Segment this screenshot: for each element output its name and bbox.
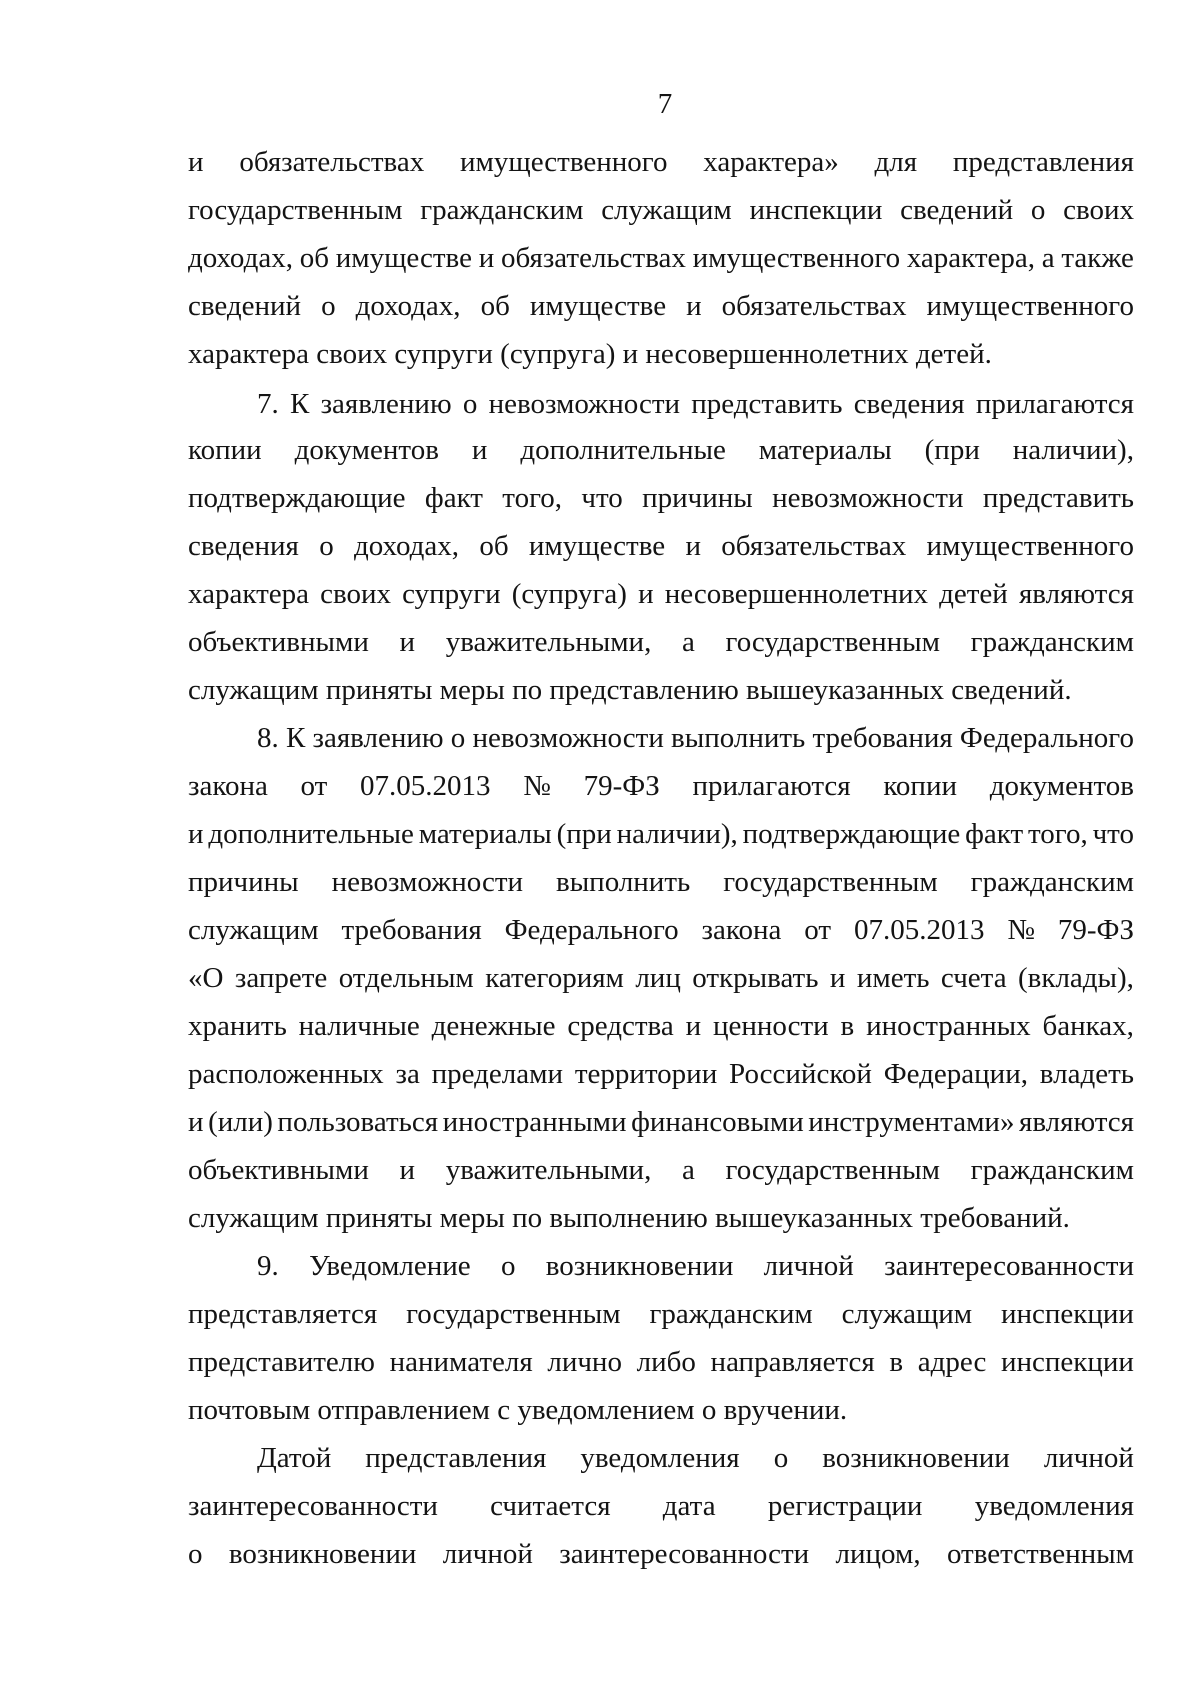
- word: 79-ФЗ: [583, 770, 660, 802]
- word: закона: [188, 770, 268, 802]
- word: личной: [442, 1538, 533, 1570]
- word: об: [479, 530, 509, 562]
- word: пределами: [431, 1058, 563, 1090]
- word: детей: [939, 578, 1008, 610]
- word: наличии),: [616, 818, 738, 850]
- text-line: [257, 382, 1134, 426]
- word: и: [829, 962, 846, 994]
- word: для: [874, 146, 918, 178]
- word: государственным: [723, 866, 938, 898]
- word: выполнить: [556, 866, 691, 898]
- word: гражданским: [970, 626, 1134, 658]
- word: материалы: [758, 434, 892, 466]
- word: гражданским: [970, 866, 1134, 898]
- text-line: [257, 716, 1134, 760]
- word: документов: [989, 770, 1134, 802]
- word: невозможности: [772, 482, 964, 514]
- word: заинтересованности: [884, 1250, 1134, 1282]
- word: а: [681, 1154, 695, 1186]
- text-line: [188, 1532, 1134, 1576]
- word: (при: [924, 434, 980, 466]
- word: об: [480, 290, 510, 322]
- word: К: [285, 722, 306, 754]
- word: о: [773, 1442, 789, 1474]
- word: представления: [365, 1442, 547, 1474]
- word: а: [681, 626, 695, 658]
- word: хранить: [188, 1010, 287, 1042]
- word: лицом,: [835, 1538, 921, 1570]
- word: и: [188, 818, 204, 850]
- word: расположенных: [188, 1058, 384, 1090]
- word: финансовыми: [631, 1106, 804, 1138]
- word: регистрации: [767, 1490, 923, 1522]
- word: возникновении: [228, 1538, 417, 1570]
- word: о: [450, 722, 466, 754]
- text-line: [188, 1052, 1134, 1096]
- word: 07.05.2013: [853, 914, 985, 946]
- word: доходах,: [188, 242, 293, 274]
- word: и: [478, 242, 495, 274]
- word: гражданским: [970, 1154, 1134, 1186]
- word: отдельным: [338, 962, 474, 994]
- text-line: [188, 428, 1134, 472]
- word: инспекции: [1001, 1298, 1134, 1330]
- word: объективными: [188, 1154, 369, 1186]
- word: гражданским: [420, 194, 584, 226]
- word: Федерации,: [883, 1058, 1028, 1090]
- word: лиц: [635, 962, 681, 994]
- word: являются: [1018, 1106, 1134, 1138]
- word: личной: [763, 1250, 854, 1282]
- text-line: [188, 812, 1134, 856]
- word: уважительными,: [445, 1154, 652, 1186]
- text-line: [188, 1100, 1134, 1144]
- text-line: [188, 236, 1134, 280]
- word: заинтересованности: [559, 1538, 810, 1570]
- word: характера»: [703, 146, 839, 178]
- word: уважительными,: [445, 626, 652, 658]
- word: средства: [567, 1010, 674, 1042]
- word: и: [471, 434, 488, 466]
- word: невозможности: [488, 388, 681, 420]
- word: имуществе: [529, 290, 667, 322]
- word: нанимателя: [389, 1346, 533, 1378]
- word: государственным: [725, 626, 941, 658]
- word: о: [319, 530, 334, 562]
- text-line: [188, 476, 1134, 520]
- word: и: [399, 626, 416, 658]
- word: Российской: [729, 1058, 872, 1090]
- word: служащим: [841, 1298, 973, 1330]
- word: а: [1041, 242, 1055, 274]
- text-line: [188, 860, 1134, 904]
- word: что: [581, 482, 623, 514]
- word: лично: [547, 1346, 622, 1378]
- word: наличии),: [1012, 434, 1134, 466]
- text-line: почтовым отправлением с уведомлением о вручении.: [188, 1394, 848, 1426]
- word: (при: [556, 818, 612, 850]
- word: имущественного: [460, 146, 668, 178]
- word: считается: [490, 1490, 611, 1522]
- text-line: характера своих супруги (супруга) и несовершеннолетних детей.: [188, 338, 992, 370]
- word: пользоваться: [277, 1106, 439, 1138]
- word: направляется: [710, 1346, 875, 1378]
- word: наличные: [298, 1010, 420, 1042]
- word: заинтересованности: [188, 1490, 438, 1522]
- word: того,: [502, 482, 563, 514]
- word: представляется: [188, 1298, 378, 1330]
- word: причины: [642, 482, 753, 514]
- text-line: [188, 188, 1134, 232]
- word: (супруга): [511, 578, 627, 610]
- word: государственным: [188, 194, 403, 226]
- word: имущественного: [692, 242, 901, 274]
- text-line: [188, 524, 1134, 568]
- word: обязательствах: [500, 242, 686, 274]
- word: ответственным: [946, 1538, 1134, 1570]
- word: уведомления: [974, 1490, 1134, 1522]
- word: о: [321, 290, 336, 322]
- word: иностранных: [866, 1010, 1031, 1042]
- word: обязательствах: [239, 146, 425, 178]
- text-line: [257, 1244, 1134, 1288]
- word: доходах,: [354, 530, 459, 562]
- word: возникновении: [822, 1442, 1010, 1474]
- word: банках,: [1042, 1010, 1134, 1042]
- word: Федерального: [959, 722, 1134, 754]
- word: несовершеннолетних: [664, 578, 929, 610]
- word: от: [300, 770, 328, 802]
- text-line: [188, 1484, 1134, 1528]
- word: характера,: [906, 242, 1036, 274]
- word: подтверждающие: [188, 482, 406, 514]
- text-line: [188, 140, 1134, 184]
- word: факт: [965, 818, 1024, 850]
- word: либо: [636, 1346, 696, 1378]
- word: инспекции: [1001, 1346, 1134, 1378]
- word: характера: [188, 578, 309, 610]
- word: Датой: [257, 1442, 332, 1474]
- word: прилагаются: [692, 770, 851, 802]
- word: факт: [424, 482, 483, 514]
- word: инструментами»: [808, 1106, 1015, 1138]
- word: и: [686, 290, 702, 322]
- word: счета: [940, 962, 1007, 994]
- word: служащим: [188, 914, 319, 946]
- word: представить: [982, 482, 1134, 514]
- word: 79-ФЗ: [1057, 914, 1134, 946]
- word: (вклады),: [1018, 962, 1134, 994]
- word: имуществе: [335, 242, 472, 274]
- word: владеть: [1039, 1058, 1134, 1090]
- word: государственным: [725, 1154, 941, 1186]
- word: возникновении: [545, 1250, 734, 1282]
- word: обязательствах: [721, 530, 907, 562]
- word: и: [188, 1106, 204, 1138]
- word: супруги: [402, 578, 501, 610]
- word: того,: [1027, 818, 1088, 850]
- text-line: [257, 1436, 1134, 1480]
- word: гражданским: [649, 1298, 813, 1330]
- word: об: [299, 242, 329, 274]
- word: своих: [320, 578, 391, 610]
- word: имущественного: [926, 290, 1134, 322]
- word: сведения: [188, 530, 299, 562]
- text-line: [188, 956, 1134, 1000]
- word: заявлению: [320, 388, 452, 420]
- word: №: [523, 770, 551, 802]
- word: и: [399, 1154, 416, 1186]
- word: материалы: [418, 818, 552, 850]
- word: о: [500, 1250, 516, 1282]
- text-line: служащим приняты меры по представлению вышеуказанных сведений.: [188, 674, 1072, 706]
- word: Федерального: [504, 914, 679, 946]
- word: о: [462, 388, 478, 420]
- text-line: [188, 908, 1134, 952]
- word: 7.: [257, 388, 279, 420]
- word: представить: [691, 388, 843, 420]
- word: «О: [188, 962, 224, 994]
- word: дата: [662, 1490, 716, 1522]
- word: и: [188, 146, 204, 178]
- word: (или): [208, 1106, 273, 1138]
- word: требования: [341, 914, 482, 946]
- word: являются: [1018, 578, 1134, 610]
- word: подтверждающие: [742, 818, 961, 850]
- word: уведомления: [580, 1442, 740, 1474]
- text-line: [188, 1004, 1134, 1048]
- word: личной: [1043, 1442, 1134, 1474]
- word: прилагаются: [975, 388, 1134, 420]
- word: 9.: [257, 1250, 279, 1282]
- word: представления: [952, 146, 1134, 178]
- word: документов: [294, 434, 439, 466]
- word: иностранными: [442, 1106, 627, 1138]
- word: открывать: [692, 962, 819, 994]
- word: территории: [574, 1058, 718, 1090]
- word: в: [840, 1010, 855, 1042]
- word: иметь: [856, 962, 930, 994]
- page-number: 7: [657, 88, 673, 120]
- word: от: [804, 914, 832, 946]
- text-line: служащим приняты меры по выполнению вышеуказанных требований.: [188, 1202, 1070, 1234]
- text-line: [188, 572, 1134, 616]
- word: и: [638, 578, 654, 610]
- word: что: [1092, 818, 1134, 850]
- word: о: [1030, 194, 1046, 226]
- word: объективными: [188, 626, 369, 658]
- word: 8.: [257, 722, 279, 754]
- word: представителю: [188, 1346, 375, 1378]
- word: выполнить: [671, 722, 806, 754]
- word: за: [395, 1058, 420, 1090]
- word: закона: [701, 914, 782, 946]
- word: запрете: [234, 962, 328, 994]
- word: в: [889, 1346, 904, 1378]
- word: и: [685, 1010, 702, 1042]
- word: имущественного: [926, 530, 1134, 562]
- word: дополнительные: [208, 818, 414, 850]
- word: о: [188, 1538, 203, 1570]
- word: и: [685, 530, 701, 562]
- word: копии: [188, 434, 262, 466]
- word: инспекции: [749, 194, 883, 226]
- word: также: [1061, 242, 1134, 274]
- text-line: [188, 1292, 1134, 1336]
- word: Уведомление: [309, 1250, 471, 1282]
- word: своих: [1063, 194, 1134, 226]
- word: государственным: [406, 1298, 621, 1330]
- word: адрес: [917, 1346, 987, 1378]
- word: категориям: [485, 962, 624, 994]
- text-line: [188, 620, 1134, 664]
- word: денежные: [431, 1010, 556, 1042]
- word: заявлению: [312, 722, 444, 754]
- word: имуществе: [528, 530, 666, 562]
- word: служащим: [601, 194, 732, 226]
- text-line: [188, 1340, 1134, 1384]
- word: причины: [188, 866, 299, 898]
- text-line: [188, 284, 1134, 328]
- word: сведений: [900, 194, 1014, 226]
- word: К: [290, 388, 310, 420]
- word: требования: [812, 722, 953, 754]
- text-line: [188, 1148, 1134, 1192]
- word: копии: [883, 770, 957, 802]
- word: №: [1007, 914, 1035, 946]
- word: дополнительные: [520, 434, 726, 466]
- text-line: [188, 764, 1134, 808]
- word: 07.05.2013: [360, 770, 491, 802]
- word: сведений: [188, 290, 302, 322]
- word: ценности: [712, 1010, 829, 1042]
- word: сведения: [853, 388, 965, 420]
- word: невозможности: [472, 722, 664, 754]
- word: невозможности: [331, 866, 524, 898]
- word: обязательствах: [721, 290, 907, 322]
- word: доходах,: [355, 290, 461, 322]
